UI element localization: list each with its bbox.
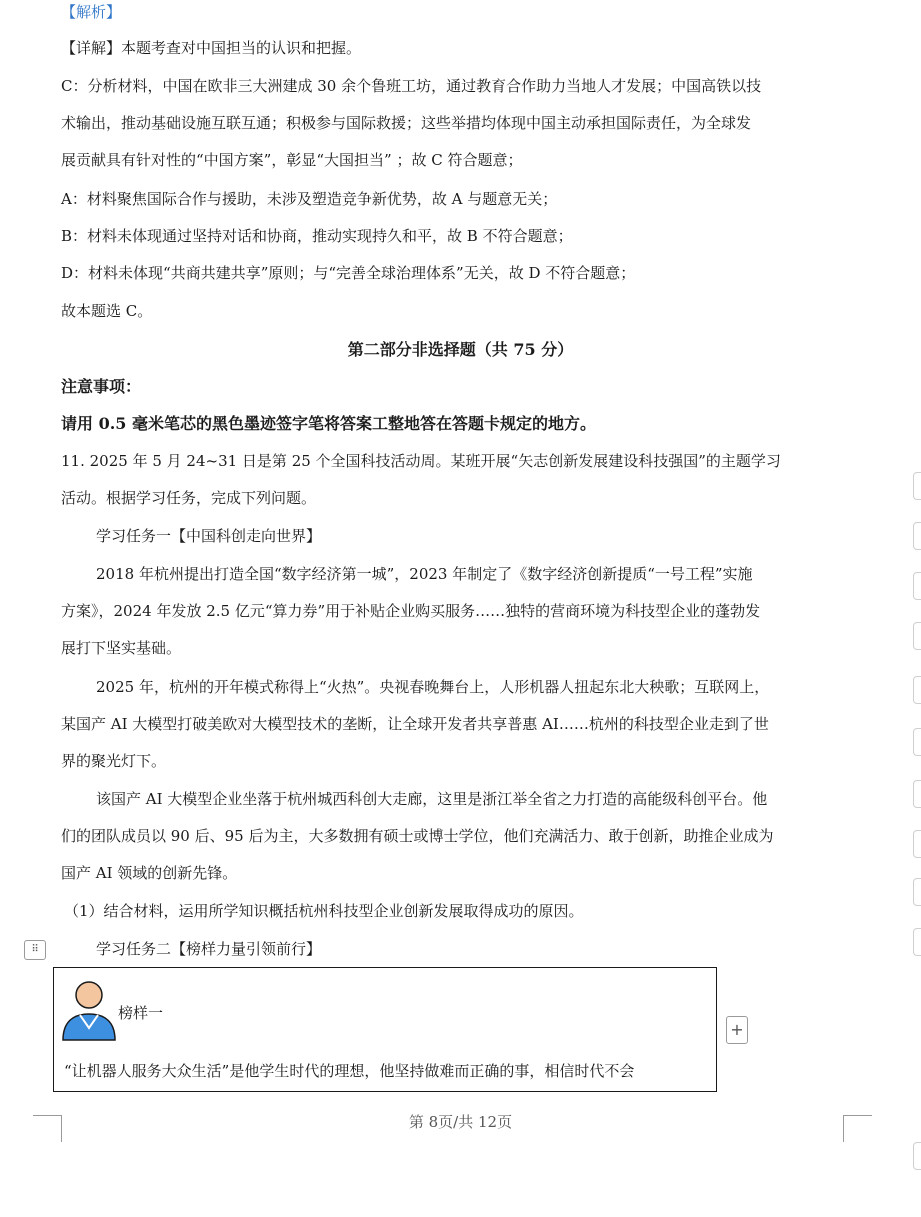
role-model-quote: “让机器人服务大众生活”是他学生时代的理想，他坚持做难而正确的事，相信时代不会: [64, 1062, 635, 1080]
person-icon: [60, 978, 118, 1042]
analysis-tag: 【解析】: [61, 3, 122, 21]
option-d-line: D：材料未体现“共商共建共享”原则；与“完善全球治理体系”无关，故 D 不符合题意；: [61, 264, 636, 282]
subquestion-1: （1）结合材料，运用所学知识概括杭州科技型企业创新发展取得成功的原因。: [64, 902, 584, 920]
para1-line-1: 2018 年杭州提出打造全国“数字经济第一城”，2023 年制定了《数字经济创新提质“一号工程”实施: [96, 565, 753, 583]
option-a-line: A：材料聚焦国际合作与援助，未涉及塑造竞争新优势，故 A 与题意无关；: [61, 190, 558, 208]
para3-line-1: 该国产 AI 大模型企业坐落于杭州城西科创大走廊，这里是浙江举全省之力打造的高能级科创平台。他: [96, 790, 768, 808]
option-c-line-3: 展贡献具有针对性的“中国方案”，彰显“大国担当” ；故 C 符合题意；: [61, 151, 523, 169]
table-move-handle[interactable]: ⠿: [24, 940, 46, 960]
notice-heading: 注意事项：: [61, 377, 142, 396]
page-number: 第 8页/共 12页: [408, 1113, 513, 1131]
role-model-card: [53, 967, 717, 1092]
side-tab[interactable]: [913, 830, 921, 858]
side-tab[interactable]: [913, 928, 921, 956]
para1-line-2: 方案》，2024 年发放 2.5 亿元“算力券”用于补贴企业购买服务……独特的营商环境为科技型企业的蓬勃发: [61, 602, 761, 620]
task1-heading: 学习任务一【中国科创走向世界】: [96, 527, 322, 545]
answer-line: 故本题选 C。: [61, 302, 153, 320]
para3-line-2: 们的团队成员以 90 后、95 后为主，大多数拥有硕士或博士学位，他们充满活力、敢于创新，助推企业成为: [61, 827, 774, 845]
para3-line-3: 国产 AI 领域的创新先锋。: [61, 864, 238, 882]
side-tab[interactable]: [913, 1142, 921, 1170]
side-tab[interactable]: [913, 572, 921, 600]
side-tab[interactable]: [913, 728, 921, 756]
task2-heading: 学习任务二【榜样力量引领前行】: [96, 940, 322, 958]
option-c-line-2: 术输出，推动基础设施互联互通；积极参与国际救援；这些举措均体现中国主动承担国际责任，为全球发: [61, 114, 752, 132]
side-tab[interactable]: [913, 622, 921, 650]
para1-line-3: 展打下坚实基础。: [61, 639, 182, 657]
para2-line-3: 界的聚光灯下。: [61, 752, 167, 770]
q11-intro-line-1: 11. 2025 年 5 月 24~31 日是第 25 个全国科技活动周。某班开展“矢志创新发展建设科技强国”的主题学习: [61, 452, 781, 470]
role-model-label: 榜样一: [118, 1004, 164, 1022]
part2-title: 第二部分非选择题（共 75 分）: [347, 340, 574, 359]
side-tab[interactable]: [913, 676, 921, 704]
option-b-line: B：材料未体现通过坚持对话和协商，推动实现持久和平，故 B 不符合题意；: [61, 227, 573, 245]
add-row-button[interactable]: +: [726, 1016, 748, 1044]
instruction-line: 请用 0.5 毫米笔芯的黑色墨迹签字笔将答案工整地答在答题卡规定的地方。: [61, 414, 596, 433]
side-tab[interactable]: [913, 878, 921, 906]
para2-line-2: 某国产 AI 大模型打破美欧对大模型技术的垄断，让全球开发者共享普惠 AI……杭州的科技型企业走到了世: [61, 715, 769, 733]
side-tab[interactable]: [913, 522, 921, 550]
para2-line-1: 2025 年，杭州的开年模式称得上“火热”。央视春晚舞台上，人形机器人扭起东北大秧歌；互联网上，: [96, 678, 770, 696]
side-tab[interactable]: [913, 472, 921, 500]
side-tab[interactable]: [913, 780, 921, 808]
detail-line: 【详解】本题考查对中国担当的认识和把握。: [61, 39, 362, 57]
option-c-line-1: C：分析材料，中国在欧非三大洲建成 30 余个鲁班工坊，通过教育合作助力当地人才发展；中国高铁以技: [61, 77, 762, 95]
q11-intro-line-2: 活动。根据学习任务，完成下列问题。: [61, 489, 317, 507]
